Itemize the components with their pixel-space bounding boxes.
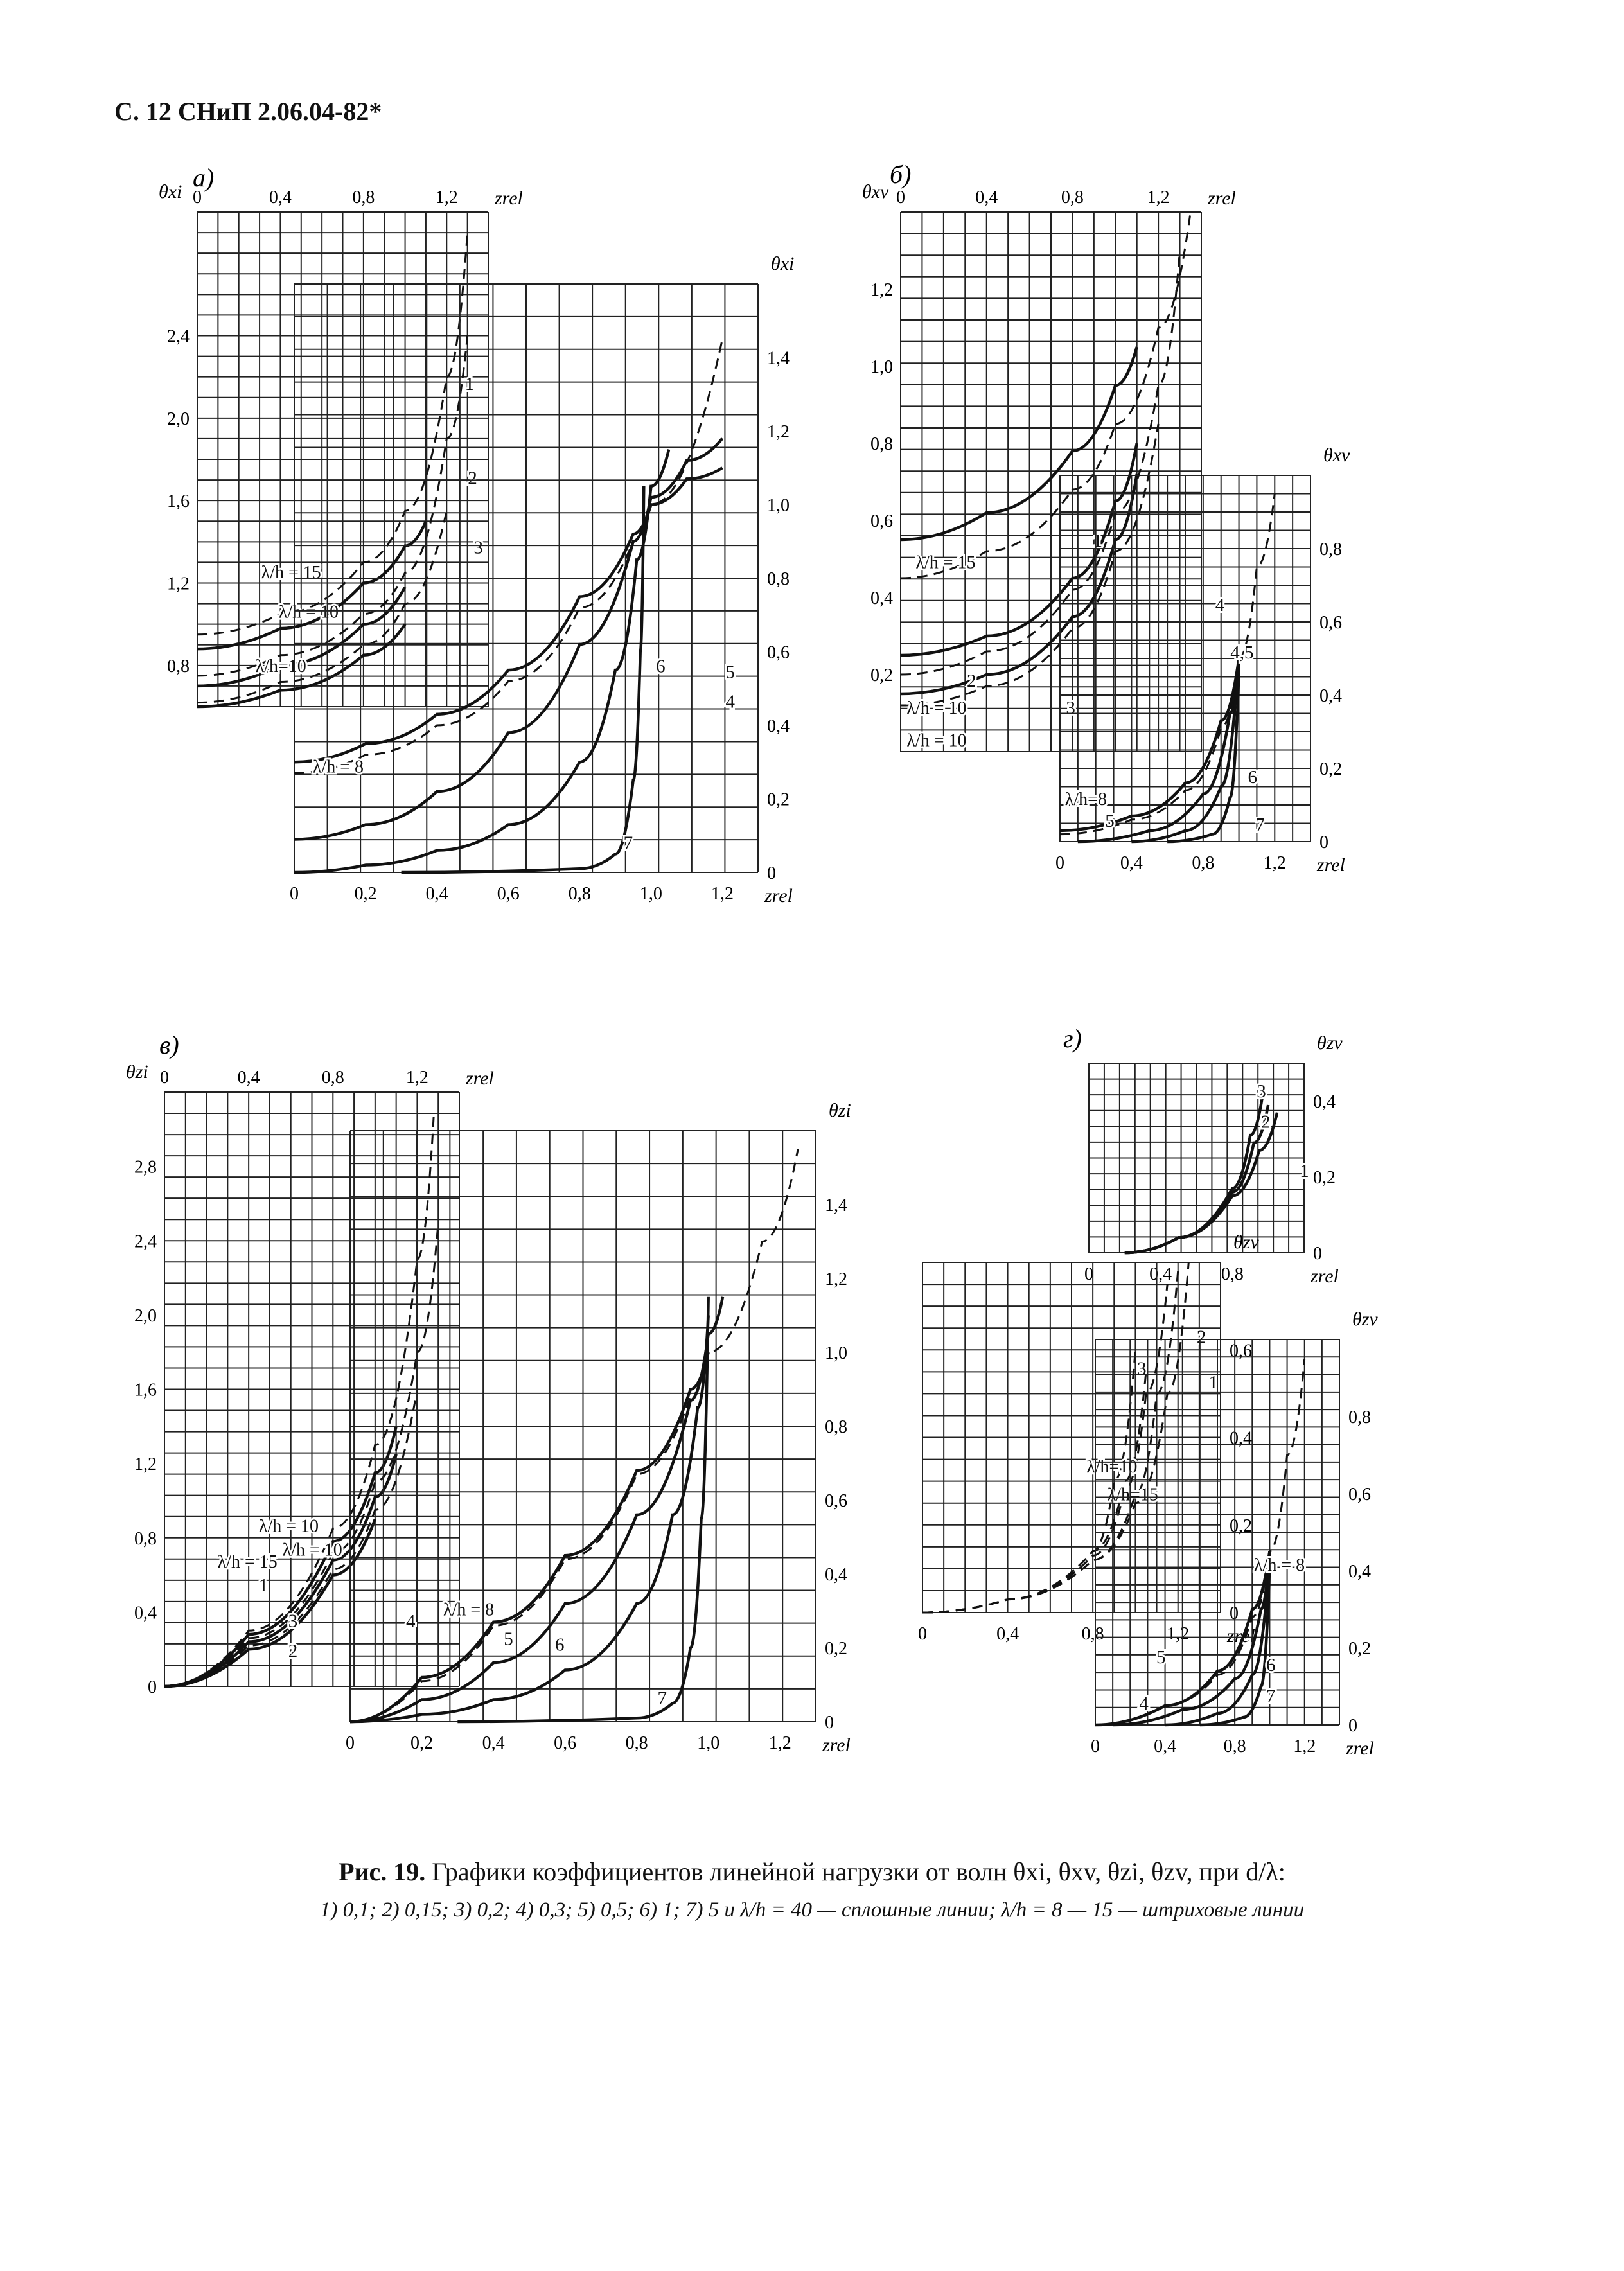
y-tick-label: 0 [825, 1713, 834, 1733]
x-axis-label: zrel [1317, 854, 1345, 876]
curve-number-label: 3 [1257, 1081, 1266, 1102]
x-tick-label: 0 [918, 1624, 927, 1644]
y-tick-label: 0,2 [1320, 759, 1342, 779]
y-tick-label: 0 [767, 863, 776, 883]
y-tick-label: 1,0 [825, 1343, 847, 1363]
y-tick-label: 1,2 [167, 574, 190, 594]
y-tick-label: 0,6 [767, 642, 790, 663]
y-tick-label: 2,0 [167, 409, 190, 429]
x-tick-label: 0,4 [1149, 1264, 1172, 1284]
x-tick-label: 1,2 [710, 884, 734, 904]
x-tick-label: 0 [896, 188, 905, 208]
x-tick-label: 0,4 [1154, 1736, 1177, 1756]
y-tick-label: 2,8 [134, 1157, 157, 1178]
x-tick-label: 0,4 [237, 1068, 260, 1088]
y-tick-label: 0,2 [825, 1639, 847, 1659]
x-tick-label: 0,8 [321, 1068, 344, 1088]
x-tick-label: 0,8 [625, 1733, 648, 1753]
x-axis-label: zrel [764, 885, 793, 906]
x-axis-label: zrel [1311, 1266, 1339, 1287]
y-tick-label: 2,4 [134, 1232, 157, 1252]
y-tick-label: 0,2 [870, 666, 893, 685]
y-tick-label: 1,2 [870, 280, 893, 300]
y-tick-label: 0,6 [1230, 1341, 1252, 1361]
y-tick-label: 0,8 [134, 1528, 157, 1549]
series-solid [901, 347, 1137, 540]
y-tick-label: 0,4 [870, 588, 893, 608]
panel-letter-g: г) [1063, 1024, 1082, 1053]
series-solid [402, 486, 644, 872]
x-tick-label: 0 [160, 1068, 169, 1088]
x-axis-label: zrel [1227, 1625, 1255, 1647]
x-axis-label: zrel [495, 188, 523, 209]
chart-g-top [1084, 1032, 1343, 1287]
x-tick-label: 0,6 [497, 884, 520, 904]
curve-number-label: 6 [1266, 1655, 1276, 1675]
x-tick-label: 0,2 [354, 884, 377, 904]
x-tick-label: 1,2 [1263, 853, 1286, 873]
param-label: λ/h = 10 [906, 698, 967, 719]
y-tick-label: 1,4 [767, 348, 790, 369]
x-tick-label: 0,4 [425, 884, 448, 904]
y-tick-label: 0,4 [1348, 1562, 1371, 1582]
param-label: λ/h = 10 [906, 730, 967, 751]
y-tick-label: 0,6 [1320, 613, 1342, 633]
curve-number-label: 2 [288, 1640, 298, 1661]
x-tick-label: 0,4 [269, 188, 292, 208]
curve-number-label: 4 [406, 1611, 416, 1632]
y-tick-label: 0,6 [870, 511, 893, 531]
chart-v-left [126, 1061, 494, 1697]
x-axis-label: zrel [1346, 1738, 1374, 1759]
x-tick-label: 0,4 [1120, 853, 1143, 873]
param-label: λ/h = 10 [278, 602, 339, 623]
curve-number-label: 5 [725, 662, 735, 683]
param-label: λ/h=15 [1107, 1485, 1158, 1505]
series-dashed [901, 251, 1180, 675]
y-tick-label: 0,2 [1313, 1168, 1336, 1188]
x-tick-label: 0,8 [1061, 188, 1084, 208]
curve-number-label: 4,5 [1230, 642, 1254, 663]
param-label: λ/h = 15 [217, 1552, 278, 1572]
x-tick-label: 0 [1055, 853, 1064, 873]
curve-number-label: 7 [623, 833, 633, 854]
curve-number-label: 5 [504, 1629, 513, 1650]
caption-prefix: Рис. 19. [339, 1857, 426, 1886]
x-tick-label: 1,2 [768, 1733, 791, 1753]
y-axis-label: θzv [1317, 1032, 1343, 1054]
y-tick-label: 0,4 [1230, 1428, 1252, 1449]
curve-number-label: 3 [288, 1611, 298, 1632]
param-label: λ/h = 15 [261, 562, 321, 583]
y-tick-label: 0,8 [1320, 540, 1342, 560]
y-tick-label: 1,6 [167, 491, 190, 512]
param-label: λ/h=10 [1086, 1457, 1138, 1477]
curve-number-label: 2 [1196, 1327, 1206, 1348]
curve-number-label: 1 [1208, 1372, 1218, 1393]
y-tick-label: 0,4 [825, 1565, 847, 1585]
x-tick-label: 1,2 [435, 188, 458, 208]
x-tick-label: 0 [193, 188, 202, 208]
curve-number-label: 3 [473, 537, 483, 558]
y-tick-label: 0 [1313, 1244, 1322, 1264]
y-tick-label: 0,6 [1348, 1485, 1371, 1505]
x-tick-label: 0 [346, 1733, 355, 1753]
x-tick-label: 1,2 [405, 1068, 428, 1088]
x-tick-label: 0,4 [975, 188, 998, 208]
curve-number-label: 5 [1105, 811, 1115, 832]
x-tick-label: 0,8 [1223, 1736, 1246, 1756]
curve-number-label: 6 [1248, 766, 1257, 788]
y-tick-label: 2,4 [167, 326, 190, 347]
y-tick-label: 0,8 [870, 434, 893, 454]
y-tick-label: 0,4 [1320, 686, 1342, 706]
param-label: λ/h = 10 [258, 1516, 319, 1537]
y-axis-label: θxv [862, 181, 889, 202]
y-tick-label: 0,2 [1230, 1515, 1252, 1536]
x-tick-label: 0,8 [352, 188, 375, 208]
curve-number-label: 7 [1255, 814, 1265, 835]
y-tick-label: 1,4 [825, 1196, 847, 1215]
curve-number-label: 7 [1266, 1686, 1276, 1706]
param-label: λ/h = 15 [915, 552, 976, 573]
x-axis-label: zrel [466, 1068, 494, 1089]
x-tick-label: 0 [1084, 1264, 1093, 1284]
x-tick-label: 0,4 [996, 1624, 1019, 1644]
curve-number-label: 2 [1261, 1111, 1271, 1133]
curve-number-label: 2 [966, 671, 976, 692]
y-tick-label: 0,4 [1313, 1092, 1336, 1112]
y-tick-label: 1,0 [870, 357, 893, 377]
y-tick-label: 0,4 [134, 1603, 157, 1623]
x-tick-label: 0 [290, 884, 299, 904]
curve-number-label: 6 [555, 1634, 565, 1656]
y-tick-label: 0,4 [767, 716, 790, 736]
panel-letter-a: а) [193, 163, 215, 192]
x-axis-label: zrel [1208, 188, 1236, 209]
x-tick-label: 0,2 [410, 1733, 434, 1753]
curve-number-label: 4 [1139, 1693, 1149, 1714]
y-axis-label: θzv [1352, 1309, 1378, 1330]
x-tick-label: 1,2 [1293, 1736, 1316, 1756]
x-tick-label: 1,2 [1167, 1624, 1190, 1644]
x-tick-label: 1,2 [1147, 188, 1170, 208]
y-tick-label: 0,8 [1348, 1408, 1371, 1427]
curve-number-label: 3 [1137, 1358, 1147, 1379]
y-tick-label: 2,0 [134, 1305, 157, 1326]
y-tick-label: 1,2 [134, 1454, 157, 1475]
y-tick-label: 1,0 [767, 495, 790, 516]
curve-number-label: 4 [725, 691, 735, 712]
chart-b-right [1055, 445, 1350, 876]
x-tick-label: 0,4 [482, 1733, 505, 1753]
y-axis-label: θxv [1323, 445, 1350, 466]
series-solid [350, 1352, 709, 1722]
y-axis-label: θzi [126, 1061, 148, 1082]
y-axis-label: θxi [771, 253, 795, 274]
y-axis-label: θzv [1233, 1232, 1259, 1253]
curve-number-label: 1 [1093, 530, 1103, 551]
x-axis-label: zrel [822, 1735, 851, 1756]
y-tick-label: 0,2 [767, 790, 790, 810]
param-label: λ/h = 8 [443, 1600, 495, 1620]
chart-a-right [290, 253, 794, 906]
caption-legend: 1) 0,1; 2) 0,15; 3) 0,2; 4) 0,3; 5) 0,5; 6) 1; 7) 5 и λ/h = 40 — сплошные линии; λ/h = 8 — 15 — штриховые линии [319, 1898, 1305, 1922]
y-tick-label: 0,6 [825, 1491, 847, 1511]
y-tick-label: 0 [1230, 1604, 1239, 1623]
y-tick-label: 0,2 [1348, 1639, 1371, 1659]
chart-a-left [159, 181, 523, 707]
panel-letter-v: в) [159, 1030, 179, 1059]
curve-number-label: 7 [657, 1688, 667, 1709]
y-tick-label: 1,6 [134, 1380, 157, 1401]
y-tick-label: 1,2 [767, 422, 790, 442]
param-label: λ/h = 8 [1254, 1555, 1305, 1575]
param-label: λ/h=8 [1064, 790, 1107, 809]
y-tick-label: 0 [1320, 833, 1328, 853]
x-tick-label: 0,6 [554, 1733, 577, 1753]
x-tick-label: 1,0 [697, 1733, 720, 1753]
param-label: λ/h = 8 [312, 757, 364, 777]
y-tick-label: 0,8 [825, 1417, 847, 1437]
param-label: λ/h = 10 [282, 1540, 342, 1560]
y-tick-label: 0 [1348, 1716, 1357, 1736]
y-tick-label: 0,8 [767, 569, 790, 589]
x-tick-label: 0,8 [568, 884, 591, 904]
x-tick-label: 0,8 [1192, 853, 1215, 873]
caption-title-text: Графики коэффициентов линейной нагрузки от волн θxi, θxv, θzi, θzv, при d/λ: [425, 1857, 1285, 1886]
panel-letter-b: б) [890, 160, 912, 189]
curve-number-label: 2 [468, 468, 477, 489]
param-label: λ/h=10 [255, 657, 306, 677]
curve-number-label: 1 [464, 374, 475, 395]
curve-number-label: 1 [1300, 1161, 1309, 1181]
y-tick-label: 0 [148, 1677, 157, 1697]
series-solid [350, 1316, 709, 1722]
y-tick-label: 1,2 [825, 1269, 847, 1289]
x-tick-label: 1,0 [639, 884, 662, 904]
curve-number-label: 1 [258, 1575, 269, 1596]
curve-number-label: 6 [656, 656, 666, 677]
y-axis-label: θzi [829, 1100, 851, 1121]
curve-number-label: 3 [1066, 698, 1075, 719]
x-tick-label: 0 [1091, 1736, 1100, 1756]
x-tick-label: 0,8 [1081, 1624, 1104, 1644]
chart-b-left [862, 181, 1236, 752]
series-solid [901, 474, 1137, 694]
x-tick-label: 0,8 [1221, 1264, 1244, 1284]
series-solid [164, 1426, 396, 1686]
curve-number-label: 5 [1156, 1647, 1166, 1668]
y-tick-label: 0,8 [167, 656, 190, 676]
page-header: С. 12 СНиП 2.06.04-82* [114, 97, 382, 126]
caption-title [0, 1857, 1624, 1887]
y-axis-label: θxi [159, 181, 182, 202]
curve-number-label: 4 [1215, 594, 1225, 615]
